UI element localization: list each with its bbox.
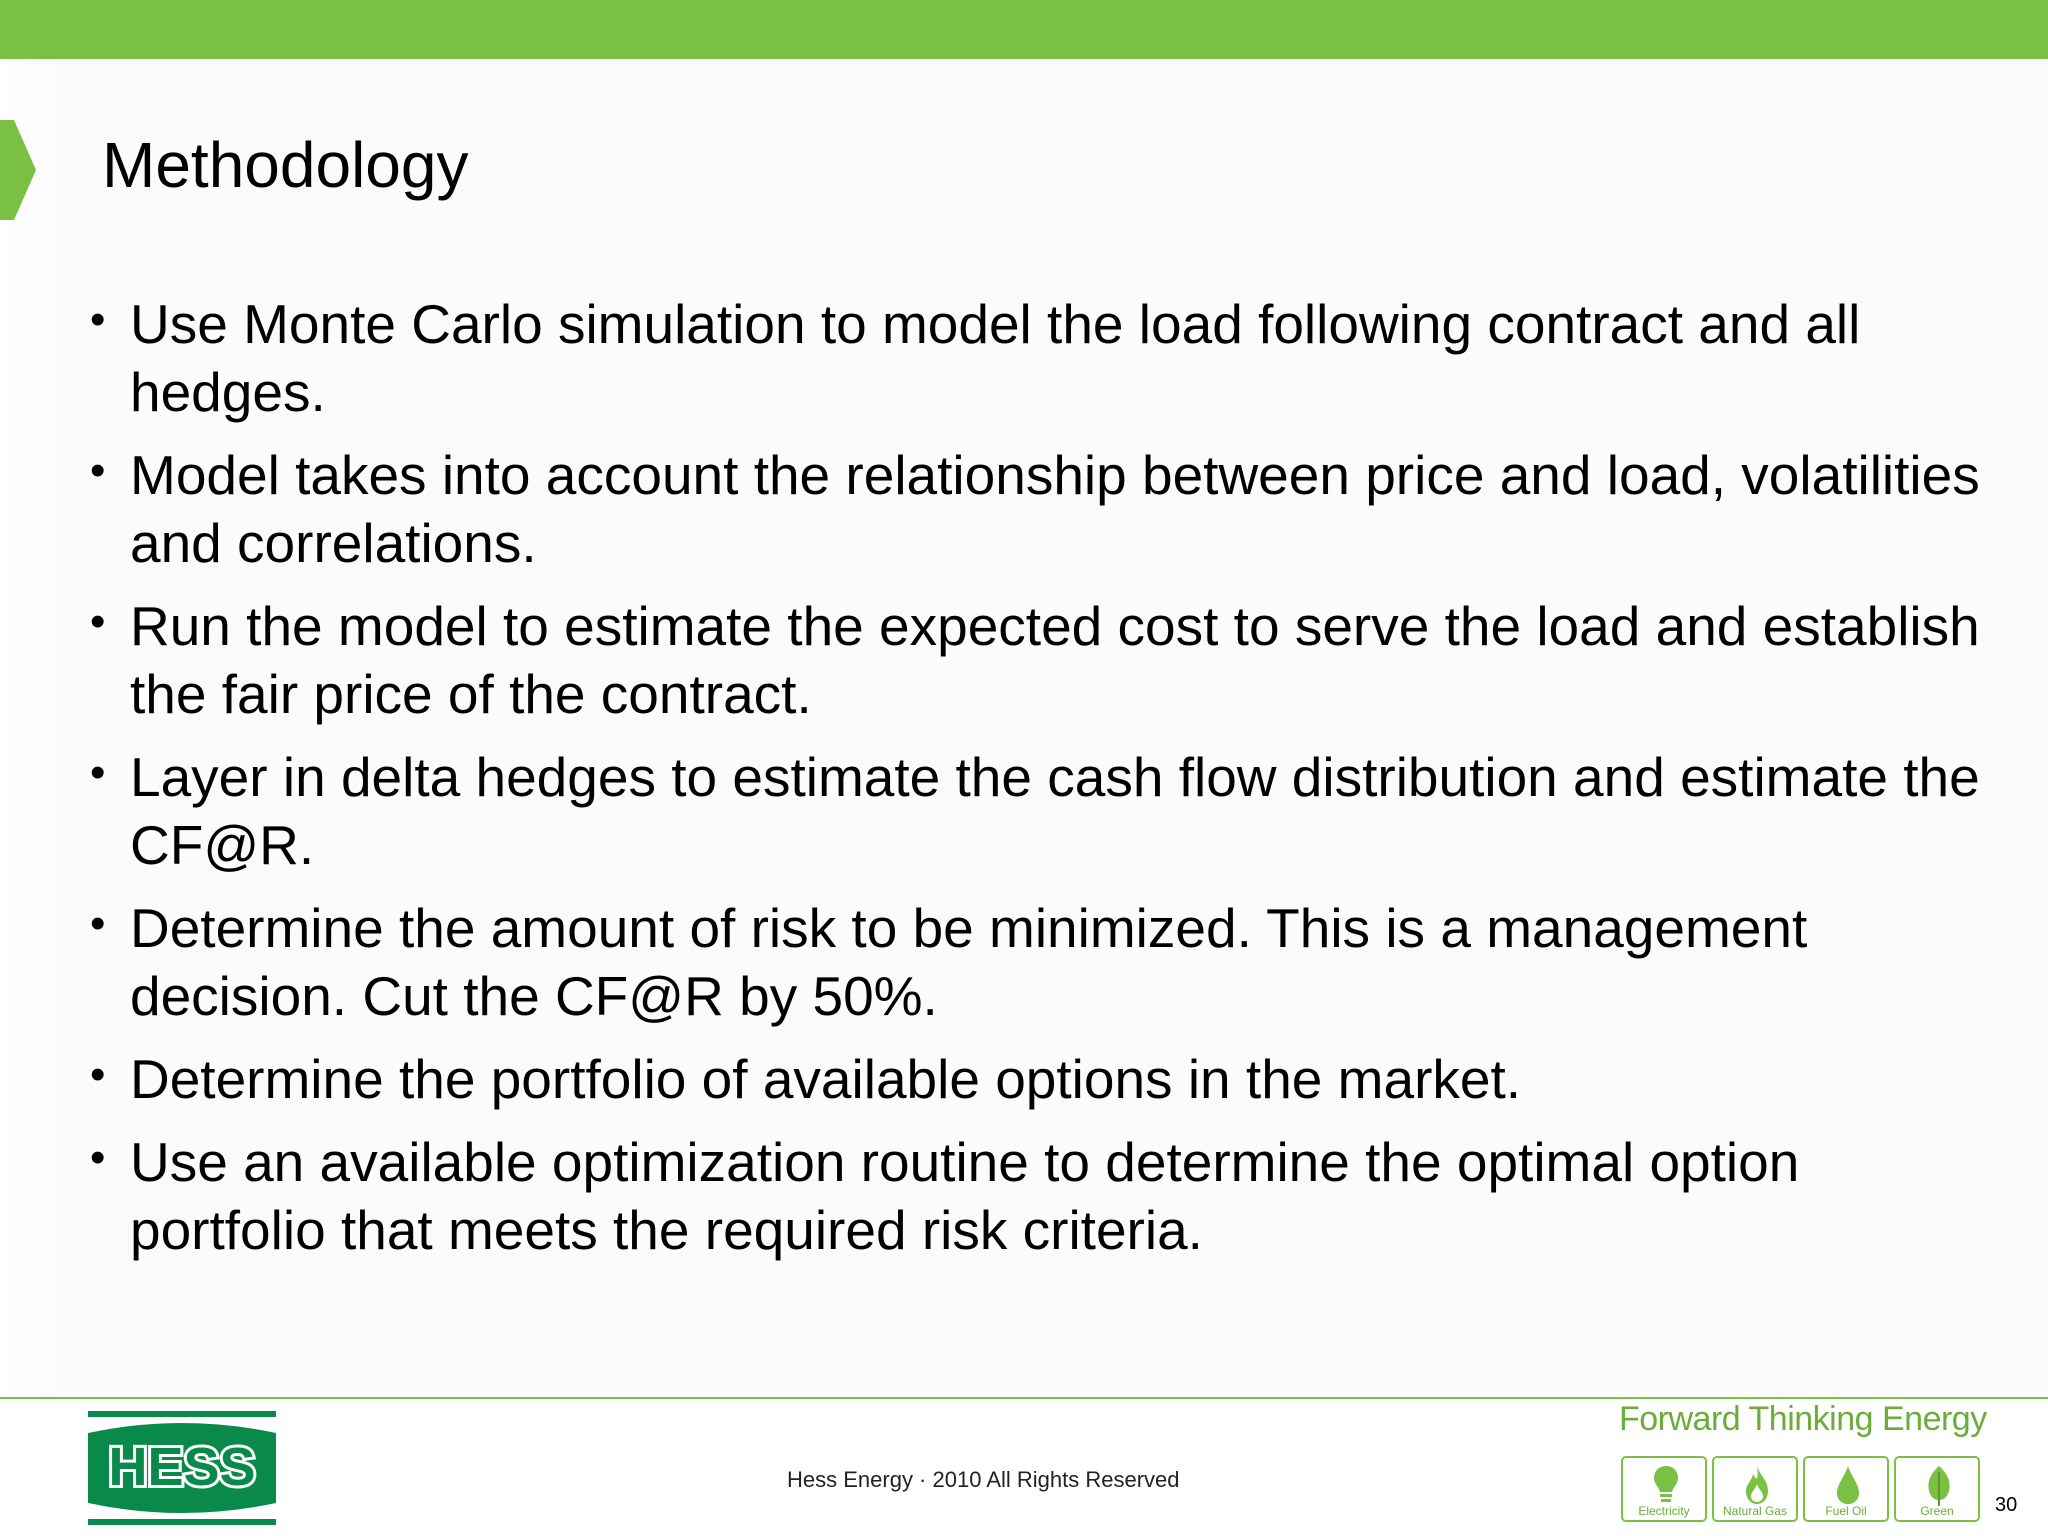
logo-text: HESS xyxy=(108,1437,256,1497)
leaf-icon xyxy=(1924,1464,1954,1506)
tile-natural-gas xyxy=(1712,1456,1798,1522)
bullet-item: • Determine the portfolio of available options in the market. xyxy=(90,1048,1522,1110)
bullet-item: • Determine the amount of risk to be minimized. This is a management decision. Cut the CF@R by 50%. xyxy=(90,897,1808,1027)
copyright-text: Hess Energy · 2010 All Rights Reserved xyxy=(787,1467,1180,1492)
lightbulb-icon xyxy=(1651,1464,1681,1506)
bullet-item: • Model takes into account the relationship between price and load, volatilities and correlations. xyxy=(90,444,1980,574)
tile-label: Natural Gas xyxy=(1722,1504,1788,1518)
tile-label: Electricity xyxy=(1638,1504,1690,1518)
bullet-item: • Use an available optimization routine to determine the optimal option portfolio that meets the required risk criteria. xyxy=(90,1131,1800,1261)
bullet-item: • Use Monte Carlo simulation to model the load following contract and all hedges. xyxy=(90,293,1861,423)
bullet-list xyxy=(88,290,1988,1279)
energy-tiles xyxy=(1621,1456,1980,1524)
page-number: 30 xyxy=(1995,1494,2018,1516)
tile-electricity xyxy=(1621,1456,1707,1522)
title-arrow-icon xyxy=(0,120,36,220)
flame-icon xyxy=(1742,1464,1772,1506)
tile-label: Green xyxy=(1920,1504,1954,1518)
top-accent-bar xyxy=(0,0,2048,59)
bullet-item: • Layer in delta hedges to estimate the cash flow distribution and estimate the CF@R. xyxy=(90,746,1980,876)
oil-drop-icon xyxy=(1833,1464,1863,1506)
footer-divider xyxy=(0,1397,2048,1399)
tagline: Forward Thinking Energy xyxy=(1619,1400,1987,1438)
hess-logo xyxy=(88,1411,276,1525)
slide-title: Methodology xyxy=(102,129,469,201)
tile-label: Fuel Oil xyxy=(1825,1504,1867,1518)
tile-green xyxy=(1894,1456,1980,1522)
tile-fuel-oil xyxy=(1803,1456,1889,1522)
bullet-item: • Run the model to estimate the expected cost to serve the load and establish the fair price of the contract. xyxy=(90,595,1980,725)
